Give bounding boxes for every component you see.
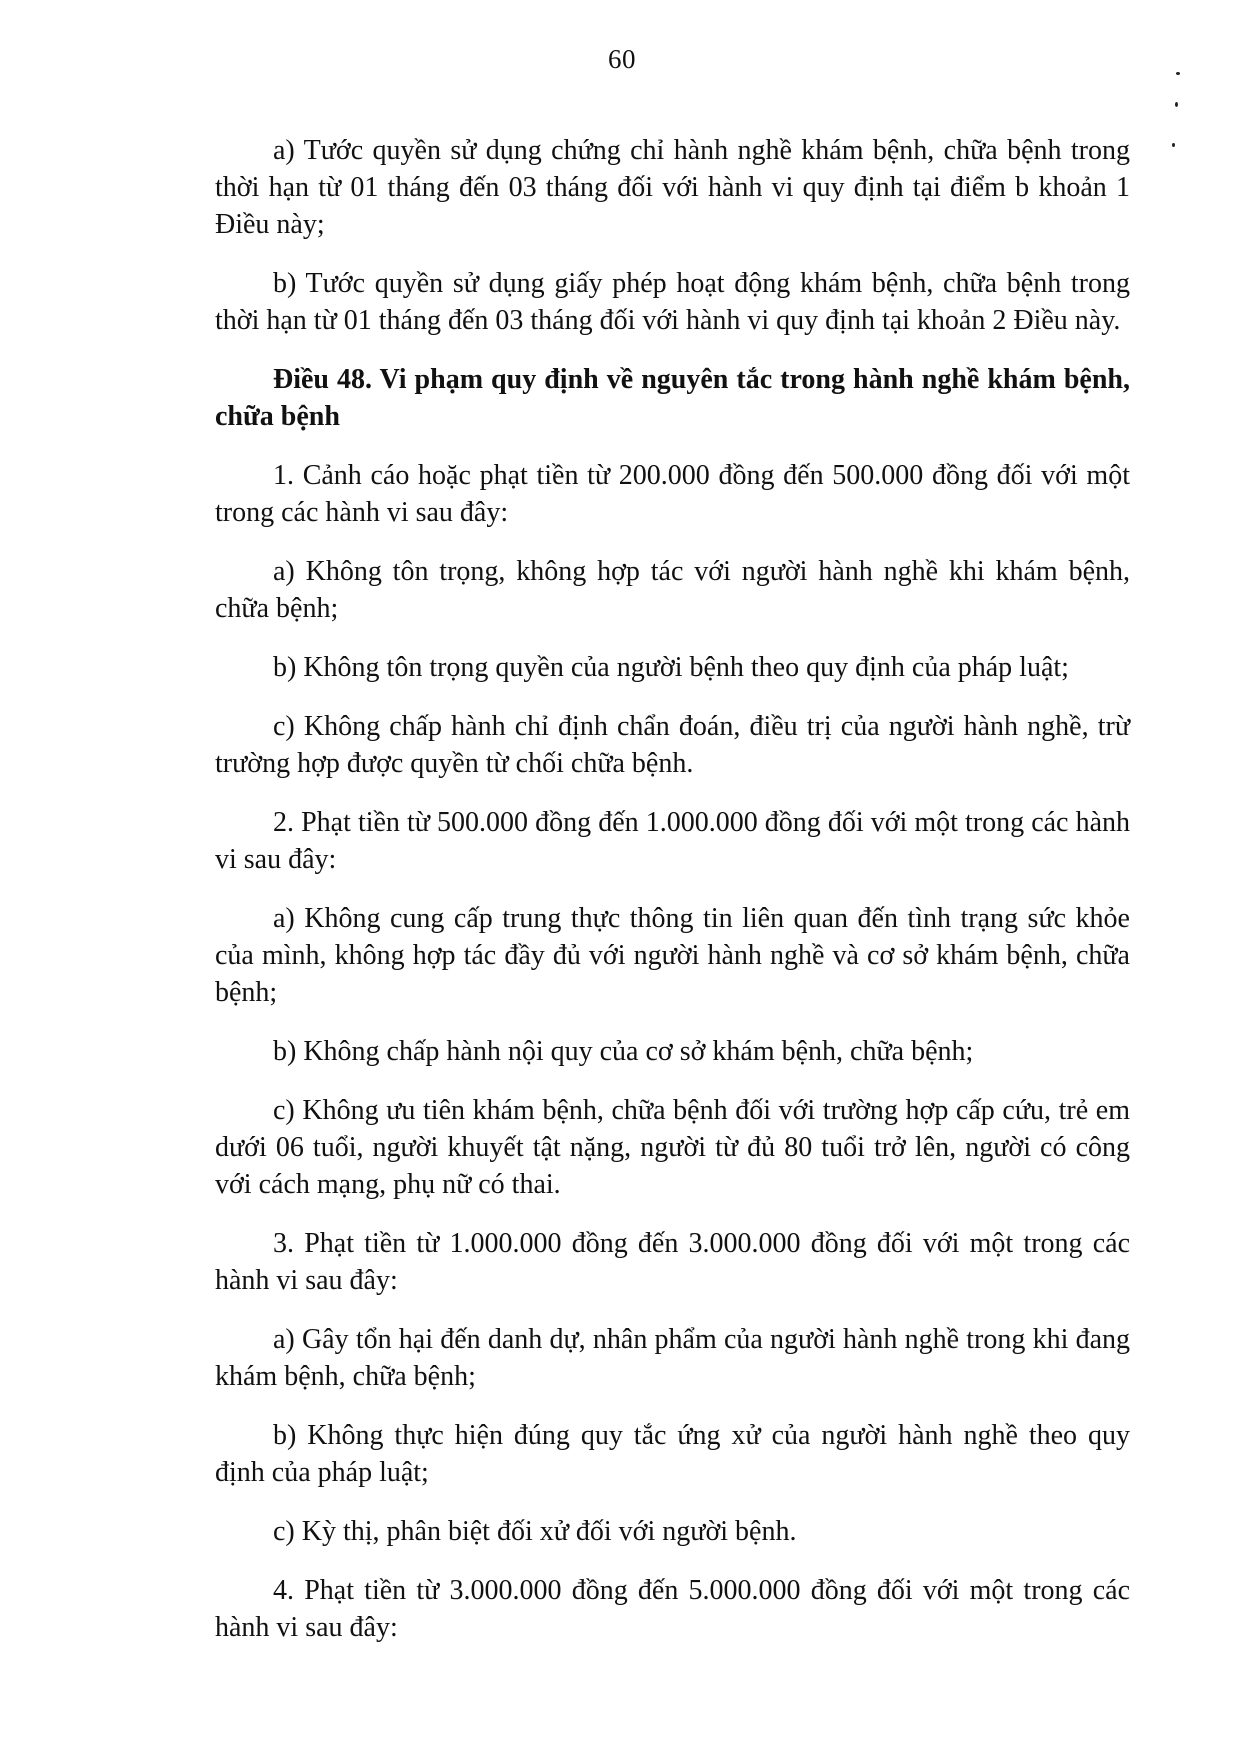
paragraph-tuoc-giay-phep: b) Tước quyền sử dụng giấy phép hoạt động khám bệnh, chữa bệnh trong thời hạn từ 01 tháng đến 03 tháng đối với hành vi quy định tại khoản 2 Điều này. <box>215 268 1130 336</box>
clause-3-item-c: c) Kỳ thị, phân biệt đối xử đối với người bệnh. <box>273 1516 797 1547</box>
document-body <box>215 132 1130 1668</box>
clause-2-item-a: a) Không cung cấp trung thực thông tin liên quan đến tình trạng sức khỏe của mình, không hợp tác đầy đủ với người hành nghề và cơ sở khám bệnh, chữa bệnh; <box>215 903 1130 1008</box>
clause-4: 4. Phạt tiền từ 3.000.000 đồng đến 5.000.000 đồng đối với một trong các hành vi sau đây: <box>215 1575 1130 1643</box>
article-heading: Điều 48. Vi phạm quy định về nguyên tắc trong hành nghề khám bệnh, chữa bệnh <box>215 364 1130 432</box>
scan-speck <box>1172 143 1175 147</box>
scan-speck <box>1175 102 1178 107</box>
clause-3-item-a: a) Gây tổn hại đến danh dự, nhân phẩm của người hành nghề trong khi đang khám bệnh, chữa bệnh; <box>215 1324 1130 1392</box>
clause-1: 1. Cảnh cáo hoặc phạt tiền từ 200.000 đồng đến 500.000 đồng đối với một trong các hành vi sau đây: <box>215 460 1130 528</box>
paragraph-tuoc-chung-chi: a) Tước quyền sử dụng chứng chỉ hành nghề khám bệnh, chữa bệnh trong thời hạn từ 01 tháng đến 03 tháng đối với hành vi quy định tại điểm b khoản 1 Điều này; <box>215 135 1130 240</box>
page-number: 60 <box>608 44 636 74</box>
clause-3-item-b: b) Không thực hiện đúng quy tắc ứng xử của người hành nghề theo quy định của pháp luật; <box>215 1420 1130 1488</box>
scan-speck <box>1176 72 1180 75</box>
clause-1-item-c: c) Không chấp hành chỉ định chẩn đoán, điều trị của người hành nghề, trừ trường hợp được quyền từ chối chữa bệnh. <box>215 711 1130 779</box>
clause-1-item-b: b) Không tôn trọng quyền của người bệnh theo quy định của pháp luật; <box>273 652 1069 683</box>
clause-2: 2. Phạt tiền từ 500.000 đồng đến 1.000.000 đồng đối với một trong các hành vi sau đây: <box>215 807 1130 875</box>
clause-3: 3. Phạt tiền từ 1.000.000 đồng đến 3.000.000 đồng đối với một trong các hành vi sau đây: <box>215 1228 1130 1296</box>
clause-2-item-c: c) Không ưu tiên khám bệnh, chữa bệnh đối với trường hợp cấp cứu, trẻ em dưới 06 tuổi, người khuyết tật nặng, người từ đủ 80 tuổi trở lên, người có công với cách mạng, phụ nữ có thai. <box>215 1095 1130 1200</box>
clause-2-item-b: b) Không chấp hành nội quy của cơ sở khám bệnh, chữa bệnh; <box>273 1036 974 1067</box>
clause-1-item-a: a) Không tôn trọng, không hợp tác với người hành nghề khi khám bệnh, chữa bệnh; <box>215 556 1130 624</box>
